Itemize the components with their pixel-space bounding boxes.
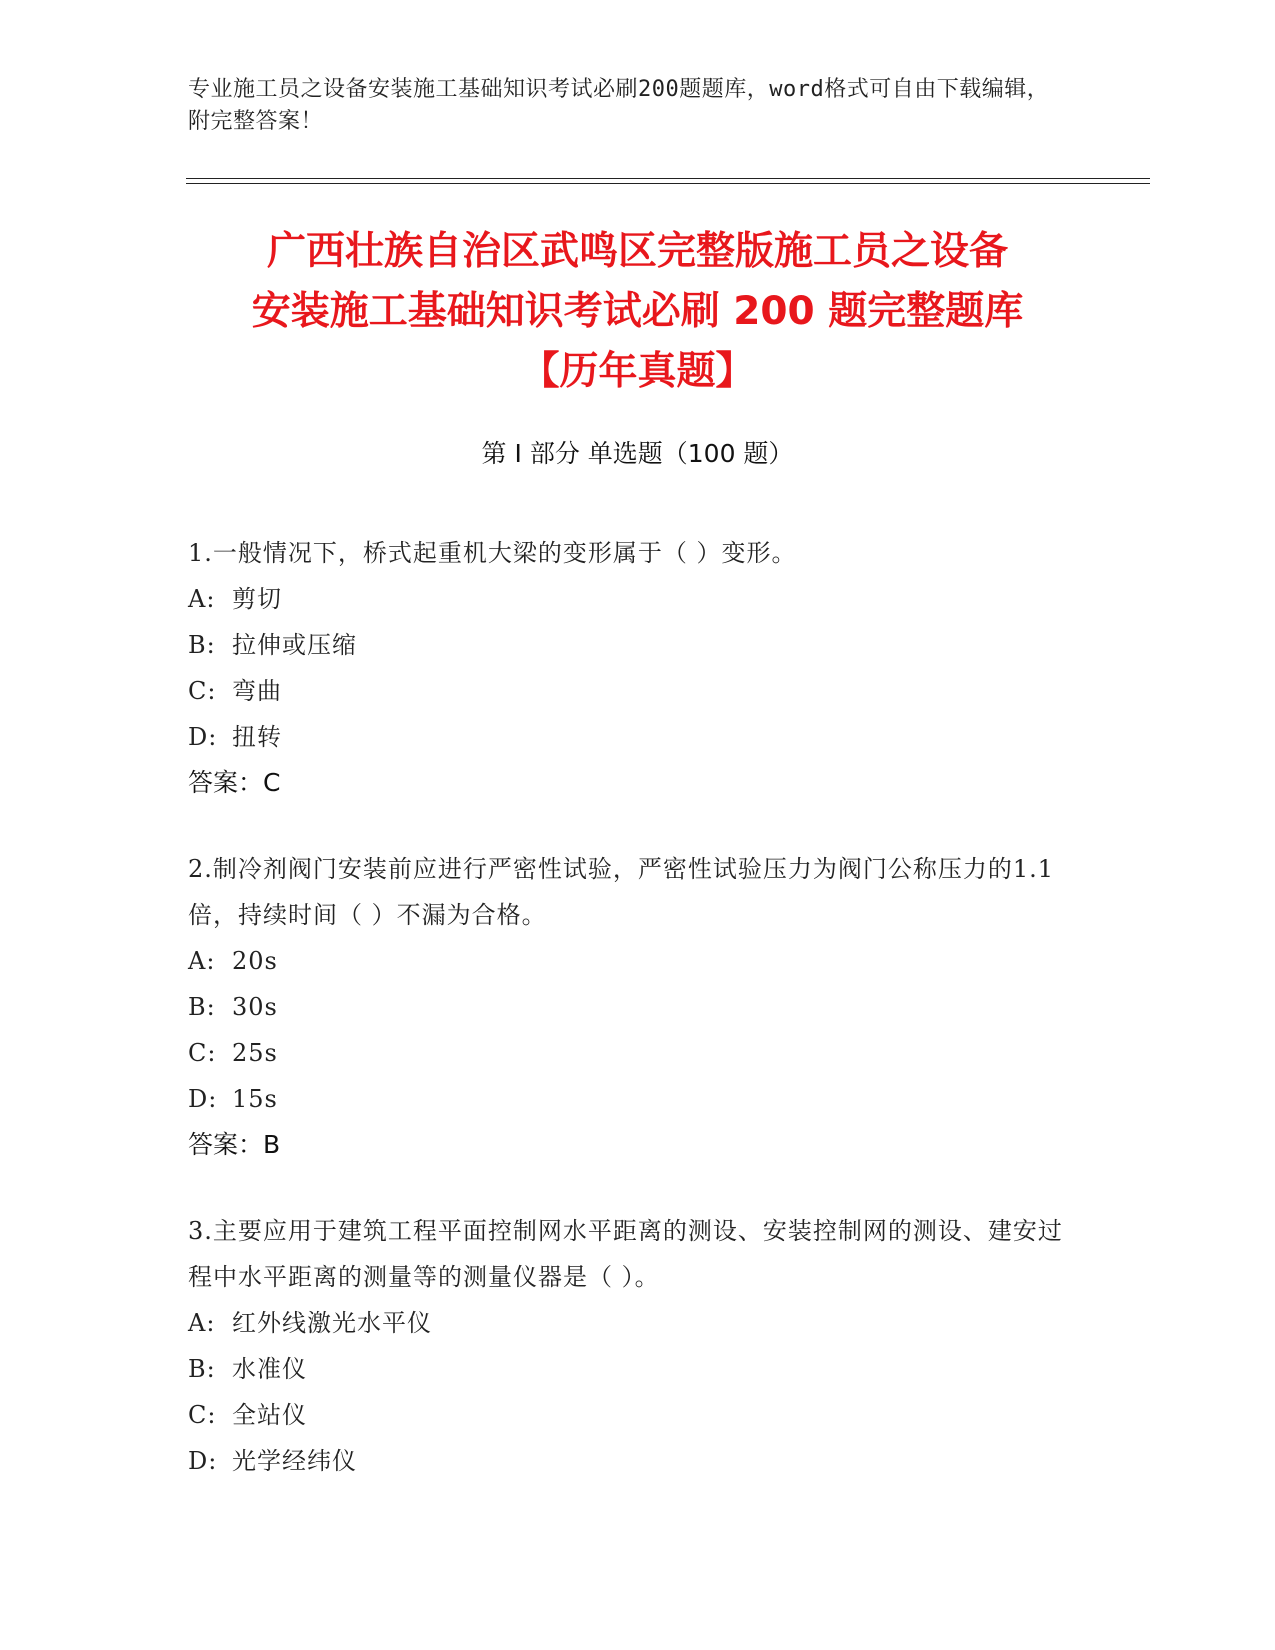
option-text: 15s [232,1085,278,1113]
document-title [150,222,1125,402]
option-key: B: [188,1355,216,1383]
option-a [188,576,1068,622]
document-title-line: 【历年真题】 [520,349,755,394]
option-d [188,1076,1068,1122]
section-title: 第 I 部分 单选题（100 题） [481,439,794,468]
question-1 [188,530,1068,806]
option-d [188,714,1068,760]
option-b [188,622,1068,668]
question-3 [188,1208,1068,1484]
header-divider-bottom [186,183,1150,184]
option-key: D: [188,1447,218,1475]
option-d [188,1438,1068,1484]
option-key: A: [188,947,216,975]
option-text: 30s [232,993,278,1021]
option-c [188,1030,1068,1076]
question-stem: 2.制冷剂阀门安装前应进行严密性试验，严密性试验压力为阀门公称压力的1.1倍，持续时间（ ）不漏为合格。 [188,855,1055,929]
option-text: 20s [232,947,278,975]
answer: 答案：C [188,768,281,797]
option-key: C: [188,1039,217,1067]
header-note: 专业施工员之设备安装施工基础知识考试必刷200题题库，word格式可自由下载编辑，附完整答案！ [188,77,1050,134]
document-title-line: 广西壮族自治区武鸣区完整版施工员之设备 [266,229,1008,274]
question-stem: 3.主要应用于建筑工程平面控制网水平距离的测设、安装控制网的测设、建安过程中水平距离的测量等的测量仪器是（ ）。 [188,1217,1063,1291]
option-b [188,984,1068,1030]
option-text: 全站仪 [232,1401,307,1429]
option-key: C: [188,677,217,705]
option-text: 扭转 [232,723,282,751]
question-stem: 1.一般情况下，桥式起重机大梁的变形属于（ ）变形。 [188,539,797,567]
option-c [188,668,1068,714]
option-text: 光学经纬仪 [232,1447,357,1475]
option-text: 弯曲 [232,677,282,705]
option-text: 拉伸或压缩 [232,631,357,659]
option-text: 剪切 [232,585,282,613]
option-b [188,1346,1068,1392]
question-2 [188,846,1068,1168]
header-divider-top [186,178,1150,179]
option-key: C: [188,1401,217,1429]
option-a [188,1300,1068,1346]
option-text: 红外线激光水平仪 [232,1309,432,1337]
option-key: A: [188,585,216,613]
option-key: D: [188,1085,218,1113]
option-text: 25s [232,1039,278,1067]
option-key: B: [188,993,216,1021]
option-key: B: [188,631,216,659]
answer: 答案：B [188,1130,281,1159]
option-a [188,938,1068,984]
option-key: A: [188,1309,216,1337]
question-list [188,530,1068,1524]
document-title-line: 安装施工基础知识考试必刷 200 题完整题库 [251,289,1024,334]
option-text: 水准仪 [232,1355,307,1383]
option-key: D: [188,723,218,751]
option-c [188,1392,1068,1438]
